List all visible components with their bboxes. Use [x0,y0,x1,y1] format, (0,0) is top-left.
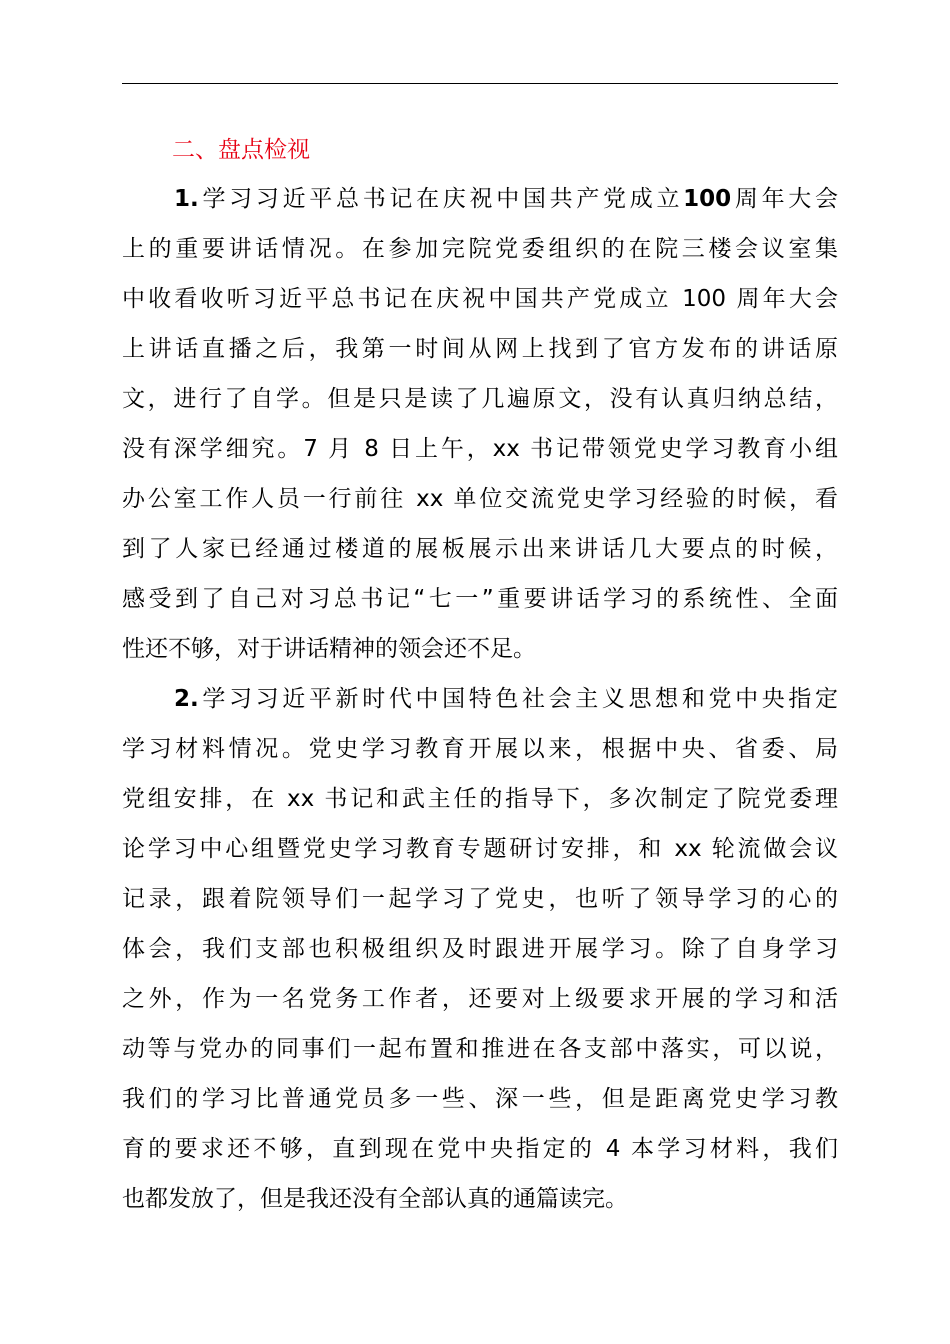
paragraph-line: 文，进行了自学。但是只是读了几遍原文，没有认真归纳总结， [122,386,838,412]
section-heading: 二、盘点检视 [172,137,310,163]
paragraph-line: 也都发放了，但是我还没有全部认真的通篇读完。 [122,1186,628,1212]
paragraph-text: 周年大会 [731,186,839,212]
item-number: 1. [174,186,199,212]
paragraph-line: 上讲话直播之后，我第一时间从网上找到了官方发布的讲话原 [122,336,838,362]
bold-number: 100 [683,186,732,212]
paragraph-line: 学习材料情况。党史学习教育开展以来，根据中央、省委、局 [122,736,838,762]
paragraph-line: 之外，作为一名党务工作者，还要对上级要求开展的学习和活 [122,986,838,1012]
paragraph-line [122,674,838,724]
paragraph-line: 动等与党办的同事们一起布置和推进在各支部中落实，可以说， [122,1036,838,1062]
paragraph-line: 办公室工作人员一行前往 xx 单位交流党史学习经验的时候，看 [122,486,838,512]
paragraph-line [122,174,838,224]
paragraph-line: 中收看收听习近平总书记在庆祝中国共产党成立 100 周年大会 [122,286,838,312]
paragraph-line: 感受到了自己对习总书记“七一”重要讲话学习的系统性、全面 [122,586,838,612]
paragraph-line: 党组安排，在 xx 书记和武主任的指导下，多次制定了院党委理 [122,786,838,812]
paragraph-text: 学习习近平总书记在庆祝中国共产党成立 [198,186,684,212]
paragraph-1 [122,174,838,674]
paragraph-text: 学习习近平新时代中国特色社会主义思想和党中央指定 [198,686,838,712]
paragraph-line: 我们的学习比普通党员多一些、深一些，但是距离党史学习教 [122,1086,838,1112]
paragraph-line: 论学习中心组暨党史学习教育专题研讨安排，和 xx 轮流做会议 [122,836,838,862]
paragraph-line: 体会，我们支部也积极组织及时跟进开展学习。除了自身学习 [122,936,838,962]
header-rule [122,83,838,84]
paragraph-2 [122,674,838,1224]
paragraph-line: 上的重要讲话情况。在参加完院党委组织的在院三楼会议室集 [122,236,838,262]
paragraph-line: 没有深学细究。7 月 8 日上午，xx 书记带领党史学习教育小组 [122,436,838,462]
paragraph-line: 记录，跟着院领导们一起学习了党史，也听了领导学习的心的 [122,886,838,912]
paragraph-line: 到了人家已经通过楼道的展板展示出来讲话几大要点的时候， [122,536,838,562]
item-number: 2. [174,686,199,712]
paragraph-line: 性还不够，对于讲话精神的领会还不足。 [122,636,536,662]
paragraph-line: 育的要求还不够，直到现在党中央指定的 4 本学习材料，我们 [122,1136,838,1162]
